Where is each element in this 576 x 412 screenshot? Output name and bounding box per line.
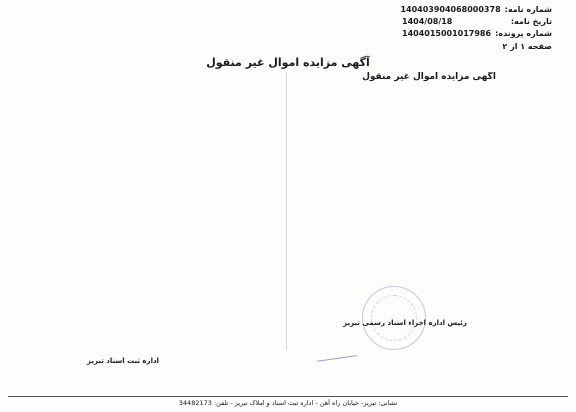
file-number-row xyxy=(402,28,552,40)
column-divider xyxy=(286,72,287,350)
letter-date-label: تاریخ نامه: xyxy=(510,17,552,26)
file-number-value: 1404015001017986 xyxy=(402,29,492,38)
letter-date-value: 1404/08/18 xyxy=(402,17,453,26)
notice-column-left xyxy=(8,72,282,352)
notice-title: آگهی مزایده اموال غیر منقول xyxy=(206,56,370,69)
signature-block-left: اداره ثبت اسناد تبریز xyxy=(87,357,159,365)
signature-block-right: رئیس اداره اجراء اسناد رسمی تبریز xyxy=(343,319,467,327)
letter-date-row xyxy=(402,16,552,28)
letter-header xyxy=(402,4,552,40)
right-column-title: آگهی مزایده اموال غیر منقول xyxy=(362,72,496,82)
letter-number-label: شماره نامه: xyxy=(504,5,552,14)
footer-address: نشانی: تبریز- خیابان راه آهن - اداره ثبت اسناد و املاک تبریز - تلفن: 34482173 xyxy=(178,399,398,407)
letter-number-value: 140403904068000378 xyxy=(400,5,501,14)
footer-rule xyxy=(8,396,568,397)
file-number-label: شماره پرونده: xyxy=(495,29,552,38)
notice-column-right xyxy=(290,72,568,352)
page-number: صفحه ۱ از ۲ xyxy=(502,42,552,51)
letter-number-row xyxy=(402,4,552,16)
